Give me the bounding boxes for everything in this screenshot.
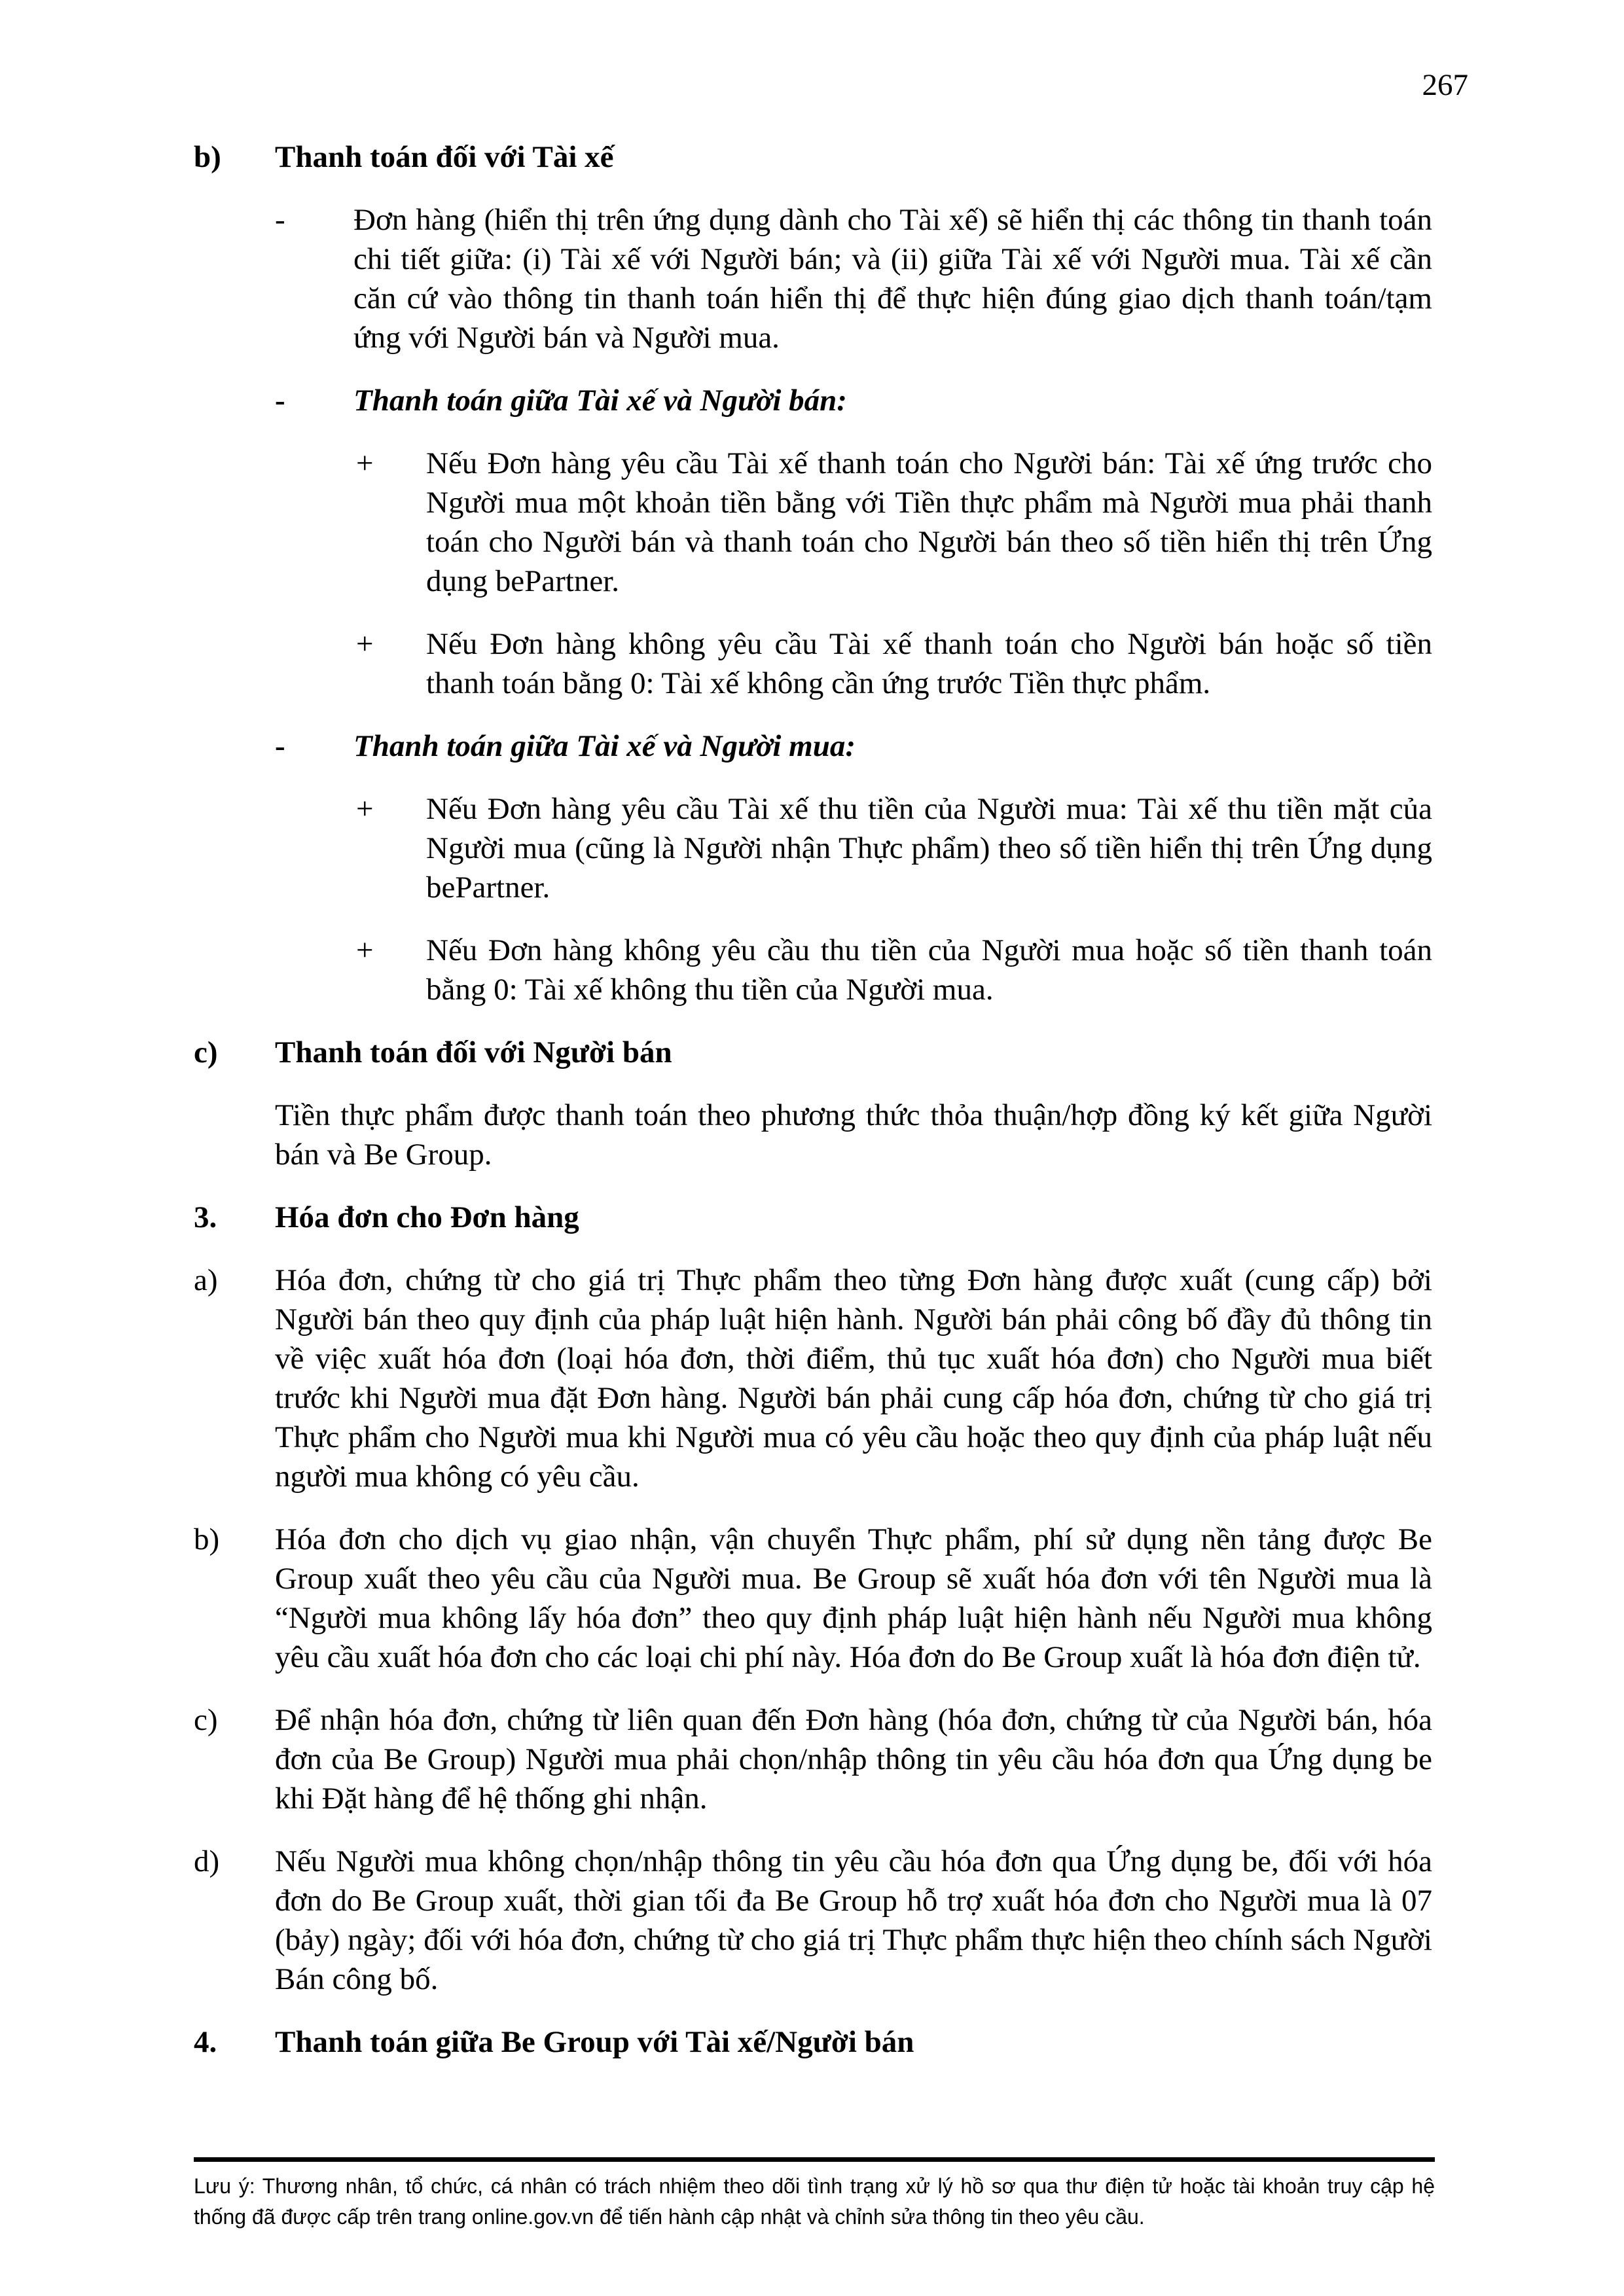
paragraph	[194, 1520, 1432, 1677]
item-text: Nếu Người mua không chọn/nhập thông tin yêu cầu hóa đơn qua Ứng dụng be, đối với hóa đơn do Be Group xuất, thời gian tối đa Be Group hỗ trợ xuất hóa đơn cho Người mua là 07 (bảy) ngày; đối với hóa đơn, chứng từ cho giá trị Thực phẩm thực hiện theo chính sách Người Bán công bố.	[275, 1844, 1432, 1996]
item-marker: +	[356, 933, 374, 967]
item-marker: +	[356, 446, 374, 480]
paragraph	[194, 1261, 1432, 1496]
item-marker: -	[275, 384, 285, 418]
paragraph	[194, 1096, 1432, 1174]
item-marker: -	[275, 729, 285, 763]
item-text: Thanh toán đối với Người bán	[275, 1035, 672, 1069]
section-heading	[194, 1033, 1432, 1072]
paragraph	[194, 444, 1432, 601]
item-text: Thanh toán giữa Tài xế và Người mua:	[353, 729, 856, 763]
section-heading	[194, 2022, 1432, 2062]
page-footer	[194, 2157, 1435, 2233]
item-text: Hóa đơn cho Đơn hàng	[275, 1200, 579, 1234]
footer-note: Lưu ý: Thương nhân, tổ chức, cá nhân có trách nhiệm theo dõi tình trạng xử lý hồ sơ qua thư điện tử hoặc tài khoản truy cập hệ thống đã được cấp trên trang online.gov.vn để tiến hành cập nhật và chỉnh sửa thông tin theo yêu cầu.	[194, 2174, 1435, 2229]
paragraph	[194, 1842, 1432, 1999]
item-marker: c)	[194, 1035, 218, 1069]
item-marker: d)	[194, 1844, 220, 1878]
paragraph	[194, 624, 1432, 703]
item-marker: b)	[194, 1522, 220, 1556]
item-marker: +	[356, 792, 374, 826]
item-text: Nếu Đơn hàng yêu cầu Tài xế thu tiền của Người mua: Tài xế thu tiền mặt của Người mua (cũng là Người nhận Thực phẩm) theo số tiền hiển thị trên Ứng dụng bePartner.	[426, 792, 1432, 905]
paragraph	[194, 931, 1432, 1009]
item-text: Để nhận hóa đơn, chứng từ liên quan đến Đơn hàng (hóa đơn, chứng từ của Người bán, hóa đơn của Be Group) Người mua phải chọn/nhập thông tin yêu cầu hóa đơn qua Ứng dụng be khi Đặt hàng để hệ thống ghi nhận.	[275, 1703, 1432, 1816]
item-text: Thanh toán giữa Be Group với Tài xế/Người bán	[275, 2025, 914, 2059]
item-marker: a)	[194, 1263, 218, 1297]
item-text: Nếu Đơn hàng không yêu cầu Tài xế thanh toán cho Người bán hoặc số tiền thanh toán bằng 0: Tài xế không cần ứng trước Tiền thực phẩm.	[426, 627, 1432, 700]
item-text: Đơn hàng (hiển thị trên ứng dụng dành cho Tài xế) sẽ hiển thị các thông tin thanh toán chi tiết giữa: (i) Tài xế với Người bán; và (ii) giữa Tài xế với Người mua. Tài xế cần căn cứ vào thông tin thanh toán hiển thị để thực hiện đúng giao dịch thanh toán/tạm ứng với Người bán và Người mua.	[353, 203, 1432, 355]
paragraph	[194, 200, 1432, 357]
document-body	[194, 137, 1432, 2085]
item-text: Nếu Đơn hàng không yêu cầu thu tiền của Người mua hoặc số tiền thanh toán bằng 0: Tài xế không thu tiền của Người mua.	[426, 933, 1432, 1007]
item-marker: b)	[194, 140, 221, 174]
section-heading	[194, 137, 1432, 177]
item-text: Thanh toán giữa Tài xế và Người bán:	[353, 384, 847, 418]
item-text: Nếu Đơn hàng yêu cầu Tài xế thanh toán cho Người bán: Tài xế ứng trước cho Người mua một khoản tiền bằng với Tiền thực phẩm mà Người mua phải thanh toán cho Người bán và thanh toán cho Người bán theo số tiền hiển thị trên Ứng dụng bePartner.	[426, 446, 1432, 598]
page-number: 267	[1422, 68, 1468, 102]
sub-heading	[194, 381, 1432, 420]
paragraph	[194, 1700, 1432, 1818]
item-text: Hóa đơn, chứng từ cho giá trị Thực phẩm theo từng Đơn hàng được xuất (cung cấp) bởi Người bán theo quy định của pháp luật hiện hành. Người bán phải công bố đầy đủ thông tin về việc xuất hóa đơn (loại hóa đơn, thời điểm, thủ tục xuất hóa đơn) cho Người mua biết trước khi Người mua đặt Đơn hàng. Người bán phải cung cấp hóa đơn, chứng từ cho giá trị Thực phẩm cho Người mua khi Người mua có yêu cầu hoặc theo quy định của pháp luật nếu người mua không có yêu cầu.	[275, 1263, 1432, 1494]
item-marker: 4.	[194, 2025, 217, 2059]
section-heading	[194, 1198, 1432, 1237]
sub-heading	[194, 726, 1432, 766]
item-text: Hóa đơn cho dịch vụ giao nhận, vận chuyển Thực phẩm, phí sử dụng nền tảng được Be Group xuất theo yêu cầu của Người mua. Be Group sẽ xuất hóa đơn với tên Người mua là “Người mua không lấy hóa đơn” theo quy định pháp luật hiện hành nếu Người mua không yêu cầu xuất hóa đơn cho các loại chi phí này. Hóa đơn do Be Group xuất là hóa đơn điện tử.	[275, 1522, 1432, 1674]
item-text: Tiền thực phẩm được thanh toán theo phương thức thỏa thuận/hợp đồng ký kết giữa Người bán và Be Group.	[275, 1098, 1432, 1172]
item-text: Thanh toán đối với Tài xế	[275, 140, 614, 174]
item-marker: -	[275, 203, 285, 237]
item-marker: 3.	[194, 1200, 217, 1234]
item-marker: c)	[194, 1703, 218, 1737]
item-marker: +	[356, 627, 374, 661]
paragraph	[194, 789, 1432, 907]
